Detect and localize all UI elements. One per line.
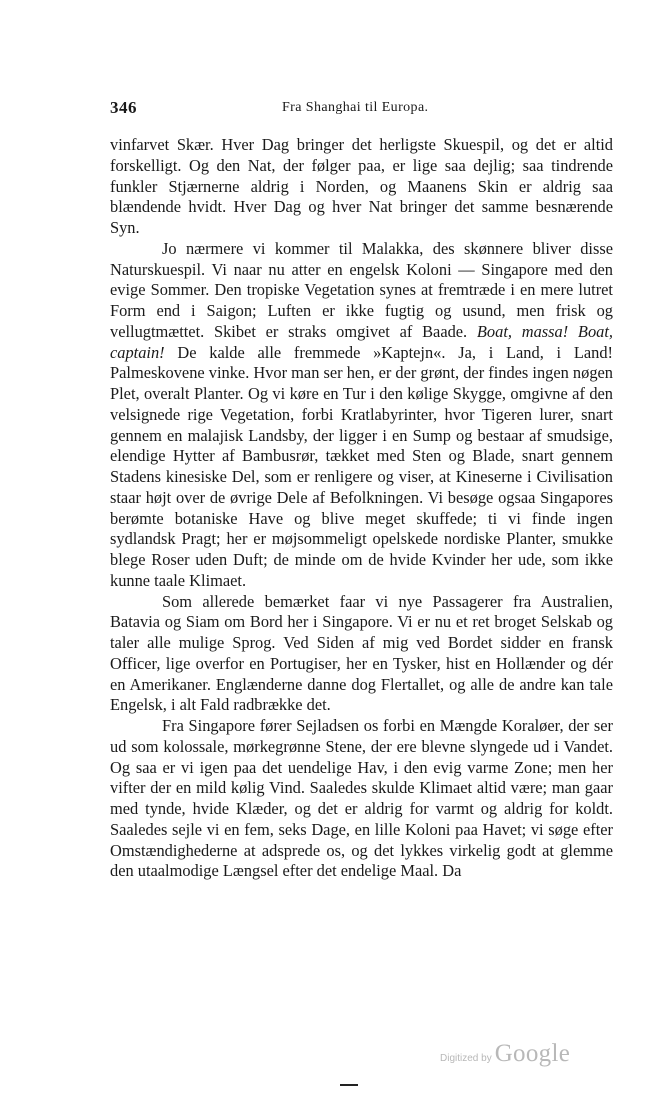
body-text xyxy=(110,135,613,882)
paragraph-3-text: Som allerede bemærket faar vi nye Passagerer fra Australien, Batavia og Siam om Bord her i Singapore. Vi er nu et ret broget Selskab og taler alle mulige Sprog. Ved Siden af mig ved Bordet sidder en fransk Officer, lige overfor en Portugiser, her en Tysker, hist en Hollænder og dér en Amerikaner. Englænderne danne dog Flertallet, og alle de andre kan tale Engelsk, i alt Fald radbrække det. xyxy=(110,591,613,715)
paragraph-2-text-start: Jo nærmere vi kommer til Malakka, des skønnere bliver disse Naturskuespil. Vi naar nu atter en engelsk Koloni — Singapore med den evige Sommer. Den tropiske Vegetation synes at fremtræde i en mere lutret Form end i Saigon; Luften er ikke fugtig og usund, men frisk og vellugtmættet. Skibet er straks omgivet af Baade. xyxy=(110,238,613,341)
running-title: Fra Shanghai til Europa. xyxy=(282,100,429,115)
google-logo: Google xyxy=(494,1040,571,1067)
paragraph-3 xyxy=(110,592,613,717)
paragraph-4-text: Fra Singapore fører Sejladsen os forbi en Mængde Koraløer, der ser ud som kolossale, mørkegrønne Stene, der ere blevne slyngede ud i Vandet. Og saa er vi igen paa det uendelige Hav, i den evig varme Zone; men her vifter der en mild kølig Vind. Saaledes skulde Klimaet altid være; man gaar med tynde, hvide Klæder, og det er aldrig for varmt og aldrig for koldt. Saaledes sejle vi en fem, seks Dage, en lille Koloni paa Havet; vi søge efter Omstændighederne at adsprede os, og det lykkes virkelig godt at glemme den utaalmodige Længsel efter det endelige Maal. Da xyxy=(110,716,613,881)
page-number: 346 xyxy=(110,98,137,117)
page-header xyxy=(110,98,612,120)
digitized-watermark xyxy=(440,1040,570,1070)
paragraph-2 xyxy=(110,239,613,592)
paragraph-1-text: vinfarvet Skær. Hver Dag bringer det herligste Skuespil, og det er altid forskelligt. Og den Nat, der følger paa, er lige saa dejlig; saa tindrende funkler Stjærnerne aldrig i Norden, og Maanens Skin er aldrig saa blændende hvidt. Hver Dag og hver Nat bringer det samme besnærende Syn. xyxy=(110,135,613,237)
paragraph-1 xyxy=(110,135,613,239)
paragraph-2-text-end: De kalde alle fremmede »Kaptejn«. Ja, i Land, i Land! Palmeskovene vinke. Hvor man ser hen, er der grønt, der findes ingen nøgen Plet, overalt Planter. Og vi køre en Tur i den kølige Skygge, omgivne af den velsignede rige Vegetation, forbi Kratlabyrinter, hvor Tigeren lurer, snart gennem en malajisk Landsby, der ligger i en Sump og bestaar af smudsige, elendige Hytter af Bambusrør, tækket med Sten og Blade, snart gennem Stadens kinesiske Del, som er renligere og viser, at Kineserne i Civilisation staar højt over de øvrige Dele af Befolkningen. Vi besøge ogsaa Singapores berømte botaniske Have og blive meget skuffede; ti vi finde ingen sydlandsk Pragt; her er møjsommeligt opelskede nordiske Planter, smukke blege Roser uden Duft; de minde om de hvide Kvinder her ude, som ikke kunne taale Klimaet. xyxy=(110,342,613,590)
footer-dash xyxy=(340,1084,358,1086)
paragraph-2-emphasis: Boat, massa! Boat, captain! xyxy=(110,321,613,362)
paragraph-4 xyxy=(110,716,613,882)
watermark-prefix: Digitized by xyxy=(440,1053,492,1064)
